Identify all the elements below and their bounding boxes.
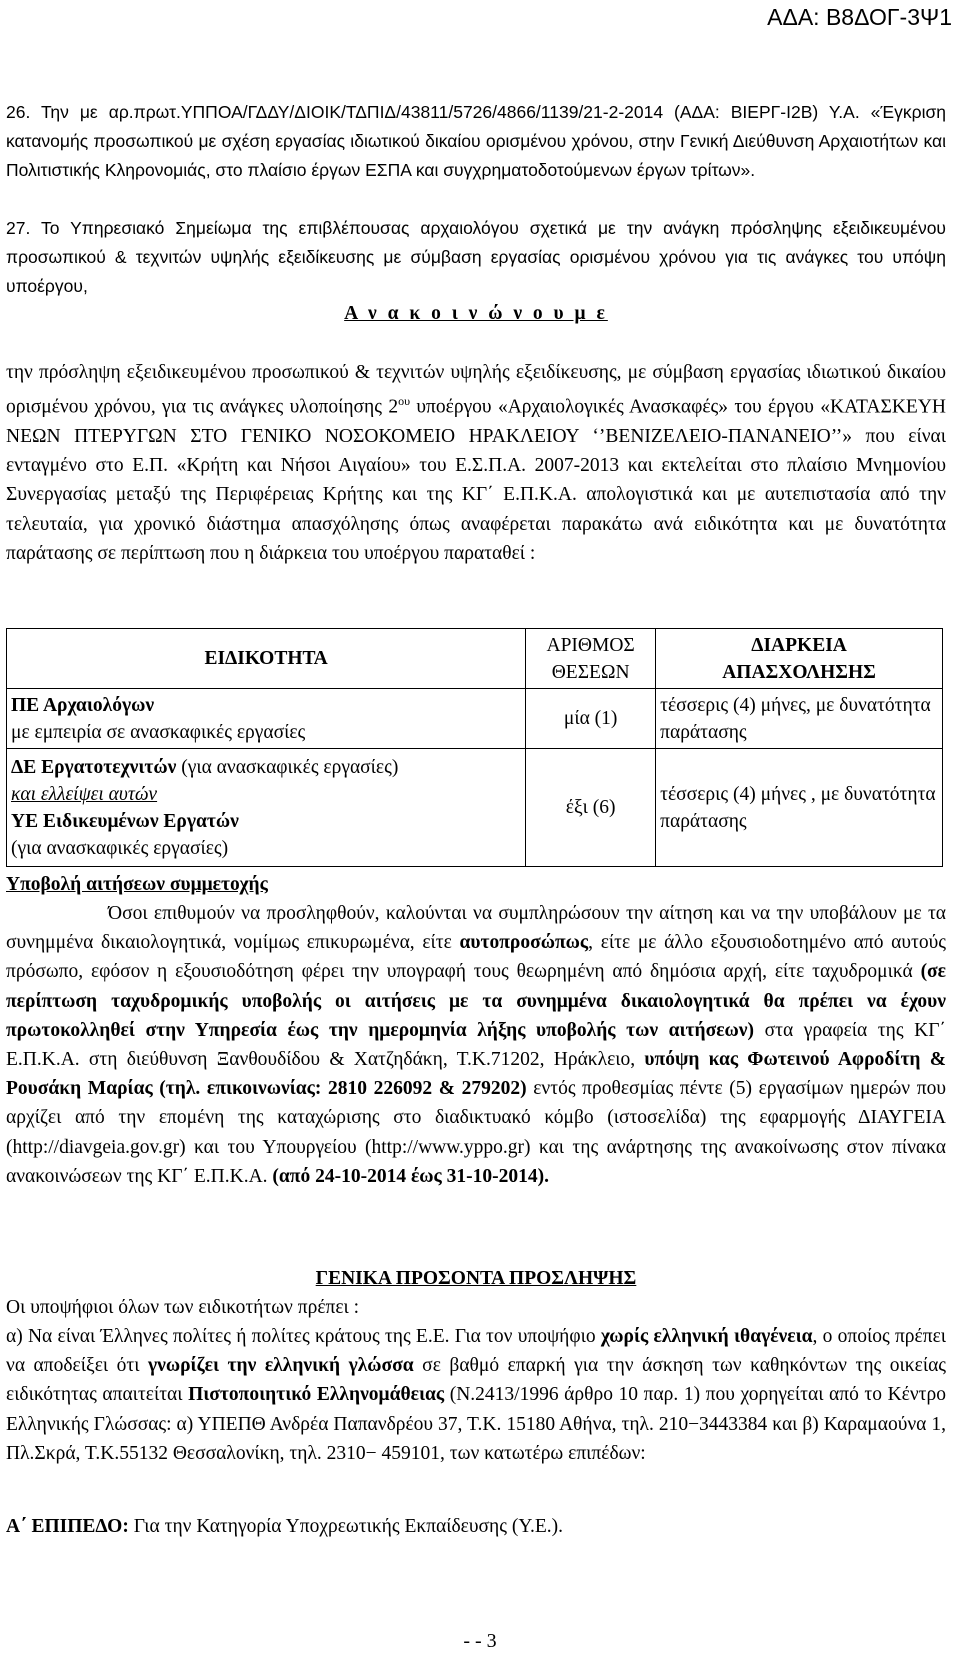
app-b1: αυτοπροσώπως	[459, 932, 589, 954]
gen-a-b3: Πιστοποιητικό Ελληνομάθειας	[188, 1384, 445, 1406]
table-row	[7, 749, 943, 867]
app-b2: (σε περίπτωση ταχυδρομικής υποβολής οι αιτήσεις με τα συνημμένα δικαιολογητικά θα πρέπει να έχουν πρωτοκολληθεί στην Υπηρεσία έως την ημερομηνία λήξης υποβολής των αιτήσεων)	[6, 961, 946, 1041]
announce-heading-text: Α ν α κ ο ι ν ώ ν ο υ μ ε	[344, 303, 608, 324]
applications-heading-text: Υποβολή αιτήσεων συμμετοχής	[6, 874, 268, 895]
app-t3: στα γραφεία της ΚΓ΄ Ε.Π.Κ.Α. στη διεύθυνση Ξανθουδίδου & Χατζηδάκη, Τ.Κ.71202, Ηράκλειο,	[6, 1019, 947, 1071]
row1-count: μία (1)	[526, 689, 656, 749]
app-t2: , είτε με άλλο εξουσιοδοτημένο από αυτούς πρόσωπο, εφόσον η εξουσιοδότηση φέρει την υπογραφή τους θεωρημένη από δημόσια αρχή, είτε ταχυδρομικά	[6, 932, 946, 983]
item-27: 27. Το Υπηρεσιακό Σημείωμα της επιβλέπουσας αρχαιολόγου σχετικά με την ανάγκη πρόσληψης εξειδικευμένου προσωπικού & τεχνιτών υψηλής εξειδίκευσης με σύμβαση εργασίας ορισμένου χρόνου για τις ανάγκες του υπόψη υποέργου,	[6, 218, 946, 296]
gen-a1: α) Να είναι Έλληνες πολίτες ή πολίτες κράτους της Ε.Ε. Για τον υποψήφιο	[6, 1326, 601, 1347]
gen-a-b2: γνωρίζει την ελληνική γλώσσα	[148, 1355, 414, 1377]
intro-sup: ου	[398, 394, 411, 409]
level-label: Α΄ ΕΠΙΠΕΔΟ:	[6, 1516, 129, 1537]
row2-line1	[11, 754, 521, 781]
gen-a2: , ο οποίος πρέπει να αποδείξει ότι	[6, 1326, 947, 1377]
row1-sub: με εμπειρία σε ανασκαφικές εργασίες	[11, 721, 306, 743]
app-t4: εντός προθεσμίας πέντε (5) εργασίμων ημερών που αρχίζει από την επομένη της καταχώρισης στο διαδικτυακό κόμβο (ιστοσελίδα) της εφαρμογής ΔΙΑΥΓΕΙΑ (http://diavgeia.gov.gr) και του Υπουργείου (http://www.yppo.gr) και της ανάρτησης της ανακοίνωσης στον πίνακα ανακοινώσεων της ΚΓ΄ Ε.Π.Κ.Α.	[6, 1078, 946, 1187]
gen-a4: (Ν.2413/1996 άρθρο 10 παρ. 1) που χορηγείται από το Κέντρο Ελληνικής Γλώσσας: α) ΥΠΕΠΘ Ανδρέα Παπανδρέου 37, Τ.Κ. 15180 Αθήνα, τηλ. 210−3443384 και β) Καραμαούνα 1, Πλ.Σκρά, Τ.Κ.55132 Θεσσαλονίκη, τηλ. 2310− 459101, των κατωτέρω επιπέδων:	[6, 1384, 946, 1464]
positions-table	[6, 628, 943, 867]
header-specialty: ΕΙΔΙΚΟΤΗΤΑ	[7, 629, 526, 689]
table-row	[7, 689, 943, 749]
row2-title2: ΥΕ Ειδικευμένων Εργατών	[11, 810, 239, 832]
row1-specialty	[7, 689, 526, 749]
level-text: Για την Κατηγορία Υποχρεωτικής Εκπαίδευσης (Υ.Ε.).	[128, 1516, 564, 1537]
general-heading	[6, 1264, 946, 1293]
intro-text-2: υποέργου «Αρχαιολογικές Ανασκαφές» του έργου «ΚΑΤΑΣΚΕΥΗ ΝΕΩΝ ΠΤΕΡΥΓΩΝ ΣΤΟ ΓΕΝΙΚΟ ΝΟΣΟΚΟΜΕΙΟ ΗΡΑΚΛΕΙΟΥ ‘’ΒΕΝΙΖΕΛΕΙΟ-ΠΑΝΑΝΕΙΟ’’» που είναι ενταγμένο στο Ε.Π. «Κρήτη και Νήσοι Αιγαίου» του Ε.Σ.Π.Α. 2007-2013 και εκτελείται στο πλαίσιο Μνημονίου Συνεργασίας μεταξύ της Περιφέρειας Κρήτης και της ΚΓ΄ Ε.Π.Κ.Α. απολογιστικά και με αυτεπιστασία από την τελευταία, για χρονικό διάστημα απασχόλησης όπως αναφέρεται παρακάτω ανά ειδικότητα και με δυνατότητα παράτασης σε περίπτωση που η διάρκεια του υποέργου παραταθεί :	[6, 396, 946, 564]
row2-alt: και ελλείψει αυτών	[11, 783, 158, 805]
applications-heading	[6, 870, 946, 899]
app-b4: (από 24-10-2014 έως 31-10-2014).	[272, 1165, 550, 1187]
intro-paragraph	[6, 358, 946, 568]
level-line	[6, 1512, 946, 1541]
app-t1: Όσοι επιθυμούν να προσληφθούν, καλούνται να συμπληρώσουν την αίτηση και να την υποβάλουν με τα συνημμένα δικαιολογητικά, νομίμως επικυρωμένα, είτε	[6, 903, 946, 954]
gen-a3: σε βαθμό επαρκή για την άσκηση των καθηκόντων της οικείας ειδικότητας απαιτείται	[6, 1355, 947, 1406]
item-26: 26. Την με αρ.πρωτ.ΥΠΠΟΑ/ΓΔΔΥ/ΔΙΟΙΚ/ΤΔΠΙΔ/43811/5726/4866/1139/21-2-2014 (ΑΔΑ: ΒΙΕΡΓ-Ι2Β) Υ.Α. «Έγκριση κατανομής προσωπικού με σχέση εργασίας ιδιωτικού δικαίου ορισμένου χρόνου, στην Γενική Διεύθυνση Αρχαιοτήτων και Πολιτιστικής Κληρονομιάς, στο πλαίσιο έργων ΕΣΠΑ και συγχρηματοδοτούμενων έργων τρίτων».	[6, 102, 946, 180]
row2-note2: (για ανασκαφικές εργασίες)	[11, 837, 229, 859]
row2-title1: ΔΕ Εργατοτεχνιτών	[11, 756, 177, 778]
ada-code: ΑΔΑ: Β8ΔΟΓ-3Ψ1	[767, 4, 952, 30]
row2-duration: τέσσερις (4) μήνες , με δυνατότητα παράτασης	[656, 749, 943, 867]
announce-heading	[6, 299, 946, 328]
table-header-row	[7, 629, 943, 689]
applications-paragraph	[6, 899, 946, 1191]
general-intro: Οι υποψήφιοι όλων των ειδικοτήτων πρέπει :	[6, 1297, 360, 1318]
row1-duration: τέσσερις (4) μήνες, με δυνατότητα παράτασης	[656, 689, 943, 749]
row2-specialty	[7, 749, 526, 867]
intro-text-1: την πρόσληψη εξειδικευμένου προσωπικού & τεχνιτών υψηλής εξειδίκευσης, με σύμβαση εργασίας ιδιωτικού δικαίου ορισμένου χρόνου, για τις ανάγκες υλοποίησης 2	[6, 362, 946, 418]
gen-a-b1: χωρίς ελληνική ιθαγένεια	[600, 1326, 813, 1347]
page-number: - - 3	[463, 1630, 497, 1652]
row2-count: έξι (6)	[526, 749, 656, 867]
row1-title: ΠΕ Αρχαιολόγων	[11, 694, 155, 716]
general-item-a	[6, 1322, 946, 1468]
app-b3: υπόψη κας Φωτεινού Αφροδίτη & Ρουσάκη Μαρίας (τηλ. επικοινωνίας: 2810 226092 & 279202)	[6, 1049, 947, 1100]
header-positions: ΑΡΙΘΜΟΣ ΘΕΣΕΩΝ	[526, 629, 656, 689]
row2-title1-note: (για ανασκαφικές εργασίες)	[176, 756, 399, 778]
header-duration: ΔΙΑΡΚΕΙΑ ΑΠΑΣΧΟΛΗΣΗΣ	[656, 629, 943, 689]
general-heading-text: ΓΕΝΙΚΑ ΠΡΟΣΟΝΤΑ ΠΡΟΣΛΗΨΗΣ	[315, 1268, 637, 1289]
